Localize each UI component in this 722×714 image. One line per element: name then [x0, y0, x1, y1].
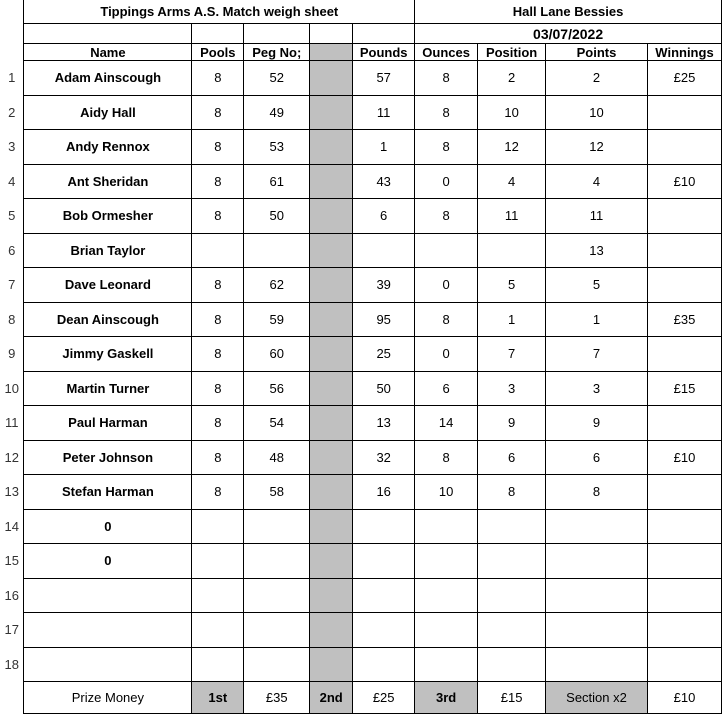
cell-name[interactable]	[24, 578, 192, 613]
table-row	[0, 199, 722, 234]
cell-winnings[interactable]: £10	[647, 164, 721, 199]
cell-pounds[interactable]: 43	[353, 164, 415, 199]
cell-pools[interactable]	[192, 613, 244, 648]
cell-ounces[interactable]	[415, 647, 478, 682]
cell-points[interactable]: 10	[546, 95, 648, 130]
col-header-pounds[interactable]: Pounds	[353, 44, 415, 61]
cell-peg[interactable]	[244, 544, 310, 579]
cell-pounds[interactable]	[353, 544, 415, 579]
cell-points[interactable]: 2	[546, 61, 648, 96]
cell-position[interactable]: 8	[478, 475, 546, 510]
row-number[interactable]: 1	[8, 70, 16, 86]
gray-separator-cell[interactable]	[310, 199, 353, 234]
cell-points[interactable]: 1	[546, 302, 648, 337]
row-number[interactable]: 11	[4, 415, 19, 431]
cell-pools[interactable]: 8	[192, 268, 244, 303]
row-number[interactable]: 6	[8, 242, 16, 258]
cell-pools[interactable]: 8	[192, 371, 244, 406]
cell-winnings[interactable]	[647, 475, 721, 510]
cell-name[interactable]: Stefan Harman	[24, 475, 192, 510]
col-header-points[interactable]: Points	[546, 44, 648, 61]
col-header-peg[interactable]: Peg No;	[244, 44, 310, 61]
cell-winnings[interactable]: £15	[647, 371, 721, 406]
cell-pools[interactable]: 8	[192, 164, 244, 199]
gray-separator-cell[interactable]	[310, 268, 353, 303]
cell-winnings[interactable]	[647, 130, 721, 165]
cell-pools[interactable]	[192, 233, 244, 268]
cell-pools[interactable]: 8	[192, 130, 244, 165]
cell-name[interactable]: Adam Ainscough	[24, 61, 192, 96]
cell-ounces[interactable]: 14	[415, 406, 478, 441]
prize-third-amount[interactable]: £15	[478, 682, 546, 714]
cell-points[interactable]: 4	[546, 164, 648, 199]
gray-separator-cell[interactable]	[310, 647, 353, 682]
row-number[interactable]: 16	[4, 587, 19, 603]
col-header-name[interactable]: Name	[24, 44, 192, 61]
cell-name[interactable]: Martin Turner	[24, 371, 192, 406]
table-row	[0, 475, 722, 510]
table-row	[0, 61, 722, 96]
row-number[interactable]: 5	[8, 208, 16, 224]
cell-pounds[interactable]: 6	[353, 199, 415, 234]
cell-name[interactable]: Brian Taylor	[24, 233, 192, 268]
cell-pools[interactable]: 8	[192, 440, 244, 475]
cell-name[interactable]: Dave Leonard	[24, 268, 192, 303]
cell-name[interactable]: Peter Johnson	[24, 440, 192, 475]
cell-winnings[interactable]: £25	[647, 61, 721, 96]
cell-ounces[interactable]: 0	[415, 337, 478, 372]
prize-money-row	[0, 682, 722, 714]
col-header-winnings[interactable]: Winnings	[647, 44, 721, 61]
cell-winnings[interactable]: £35	[647, 302, 721, 337]
cell-ounces[interactable]: 8	[415, 302, 478, 337]
cell-peg[interactable]: 48	[244, 440, 310, 475]
cell-peg[interactable]	[244, 578, 310, 613]
cell-pools[interactable]: 8	[192, 302, 244, 337]
date-row	[0, 24, 722, 44]
cell-pounds[interactable]: 57	[353, 61, 415, 96]
cell-peg[interactable]: 54	[244, 406, 310, 441]
cell-winnings[interactable]	[647, 233, 721, 268]
cell-ounces[interactable]: 10	[415, 475, 478, 510]
cell-pools[interactable]: 8	[192, 95, 244, 130]
gray-separator-cell[interactable]	[310, 613, 353, 648]
prize-first-amount[interactable]: £35	[244, 682, 310, 714]
cell-position[interactable]	[478, 233, 546, 268]
cell-winnings[interactable]: £10	[647, 440, 721, 475]
cell-peg[interactable]: 56	[244, 371, 310, 406]
cell-pounds[interactable]	[353, 509, 415, 544]
cell-ounces[interactable]: 8	[415, 61, 478, 96]
cell-points[interactable]: 12	[546, 130, 648, 165]
cell-points[interactable]: 11	[546, 199, 648, 234]
cell-position[interactable]	[478, 613, 546, 648]
cell-pounds[interactable]: 13	[353, 406, 415, 441]
cell-pounds[interactable]	[353, 578, 415, 613]
prize-second-amount[interactable]: £25	[353, 682, 415, 714]
cell-peg[interactable]	[244, 509, 310, 544]
cell-winnings[interactable]	[647, 199, 721, 234]
cell-position[interactable]	[478, 509, 546, 544]
table-row	[0, 268, 722, 303]
angler-rows	[0, 61, 722, 682]
cell-winnings[interactable]	[647, 337, 721, 372]
cell-ounces[interactable]: 6	[415, 371, 478, 406]
row-number[interactable]: 17	[4, 622, 19, 638]
cell-winnings[interactable]	[647, 647, 721, 682]
row-number[interactable]: 12	[4, 449, 19, 465]
cell-points[interactable]: 7	[546, 337, 648, 372]
gray-separator-cell[interactable]	[310, 440, 353, 475]
cell-peg[interactable]: 62	[244, 268, 310, 303]
cell-name[interactable]: Aidy Hall	[24, 95, 192, 130]
cell-points[interactable]: 6	[546, 440, 648, 475]
cell-ounces[interactable]	[415, 578, 478, 613]
row-number[interactable]: 10	[4, 380, 19, 396]
match-venue[interactable]: Hall Lane Bessies	[415, 0, 722, 24]
gray-separator-cell[interactable]	[310, 406, 353, 441]
cell-winnings[interactable]	[647, 613, 721, 648]
table-row	[0, 130, 722, 165]
table-row	[0, 233, 722, 268]
gray-separator-cell[interactable]	[310, 164, 353, 199]
row-number[interactable]: 7	[8, 277, 16, 293]
cell-position[interactable]: 5	[478, 268, 546, 303]
cell-points[interactable]	[546, 578, 648, 613]
cell-pounds[interactable]: 1	[353, 130, 415, 165]
cell-pounds[interactable]: 16	[353, 475, 415, 510]
prize-section-label[interactable]: Section x2	[546, 682, 648, 714]
gray-separator-cell[interactable]	[310, 95, 353, 130]
col-header-position[interactable]: Position	[478, 44, 546, 61]
table-row	[0, 613, 722, 648]
cell-winnings[interactable]	[647, 95, 721, 130]
cell-name[interactable]: Jimmy Gaskell	[24, 337, 192, 372]
cell-points[interactable]: 5	[546, 268, 648, 303]
table-row	[0, 371, 722, 406]
cell-pounds[interactable]: 11	[353, 95, 415, 130]
cell-position[interactable]	[478, 544, 546, 579]
cell-winnings[interactable]	[647, 406, 721, 441]
cell-pounds[interactable]	[353, 613, 415, 648]
cell-name[interactable]: 0	[24, 544, 192, 579]
cell-points[interactable]	[546, 613, 648, 648]
table-row	[0, 95, 722, 130]
gray-separator-cell[interactable]	[310, 371, 353, 406]
table-row	[0, 544, 722, 579]
cell-pounds[interactable]: 32	[353, 440, 415, 475]
cell-position[interactable]	[478, 647, 546, 682]
cell-name[interactable]: 0	[24, 509, 192, 544]
cell-position[interactable]: 9	[478, 406, 546, 441]
table-row	[0, 164, 722, 199]
cell-pounds[interactable]: 39	[353, 268, 415, 303]
cell-peg[interactable]: 52	[244, 61, 310, 96]
prize-section-amount[interactable]: £10	[647, 682, 721, 714]
cell-position[interactable]: 1	[478, 302, 546, 337]
cell-position[interactable]: 4	[478, 164, 546, 199]
row-number[interactable]: 18	[4, 656, 19, 672]
cell-position[interactable]: 10	[478, 95, 546, 130]
cell-points[interactable]	[546, 544, 648, 579]
gray-separator-cell[interactable]	[310, 130, 353, 165]
cell-ounces[interactable]: 0	[415, 164, 478, 199]
gray-separator-cell[interactable]	[310, 337, 353, 372]
cell-peg[interactable]: 58	[244, 475, 310, 510]
prize-third-label[interactable]: 3rd	[415, 682, 478, 714]
gray-separator-cell[interactable]	[310, 544, 353, 579]
cell-peg[interactable]: 59	[244, 302, 310, 337]
row-number[interactable]: 8	[8, 311, 16, 327]
cell-name[interactable]: Ant Sheridan	[24, 164, 192, 199]
cell-peg[interactable]	[244, 613, 310, 648]
cell-position[interactable]: 6	[478, 440, 546, 475]
cell-points[interactable]: 13	[546, 233, 648, 268]
row-number[interactable]: 14	[4, 518, 19, 534]
col-header-pools[interactable]: Pools	[192, 44, 244, 61]
cell-pools[interactable]: 8	[192, 406, 244, 441]
cell-pounds[interactable]: 95	[353, 302, 415, 337]
table-row	[0, 406, 722, 441]
cell-ounces[interactable]: 8	[415, 199, 478, 234]
cell-winnings[interactable]	[647, 268, 721, 303]
gray-separator-cell[interactable]	[310, 302, 353, 337]
cell-pools[interactable]	[192, 509, 244, 544]
cell-name[interactable]	[24, 647, 192, 682]
prize-second-label[interactable]: 2nd	[310, 682, 353, 714]
cell-ounces[interactable]	[415, 544, 478, 579]
title-row	[0, 0, 722, 24]
cell-points[interactable]: 8	[546, 475, 648, 510]
gray-separator-cell[interactable]	[310, 475, 353, 510]
cell-pounds[interactable]	[353, 647, 415, 682]
sheet-title[interactable]: Tippings Arms A.S. Match weigh sheet	[24, 0, 415, 24]
cell-name[interactable]: Dean Ainscough	[24, 302, 192, 337]
cell-ounces[interactable]	[415, 509, 478, 544]
cell-name[interactable]: Andy Rennox	[24, 130, 192, 165]
table-row	[0, 509, 722, 544]
cell-points[interactable]	[546, 509, 648, 544]
cell-pools[interactable]: 8	[192, 199, 244, 234]
cell-peg[interactable]: 49	[244, 95, 310, 130]
cell-pools[interactable]	[192, 544, 244, 579]
cell-pounds[interactable]: 50	[353, 371, 415, 406]
cell-winnings[interactable]	[647, 544, 721, 579]
gray-separator-cell[interactable]	[310, 44, 353, 61]
prize-first-label[interactable]: 1st	[192, 682, 244, 714]
cell-points[interactable]: 9	[546, 406, 648, 441]
row-number[interactable]: 13	[4, 484, 19, 500]
cell-pools[interactable]	[192, 647, 244, 682]
row-number[interactable]: 4	[8, 173, 16, 189]
cell-position[interactable]: 12	[478, 130, 546, 165]
cell-peg[interactable]	[244, 647, 310, 682]
cell-ounces[interactable]	[415, 613, 478, 648]
cell-winnings[interactable]	[647, 578, 721, 613]
match-date[interactable]: 03/07/2022	[415, 24, 722, 44]
table-row	[0, 302, 722, 337]
row-number[interactable]: 9	[8, 346, 16, 362]
cell-pools[interactable]: 8	[192, 475, 244, 510]
cell-name[interactable]: Paul Harman	[24, 406, 192, 441]
cell-position[interactable]: 3	[478, 371, 546, 406]
cell-pounds[interactable]: 25	[353, 337, 415, 372]
cell-ounces[interactable]: 0	[415, 268, 478, 303]
cell-position[interactable]: 7	[478, 337, 546, 372]
cell-ounces[interactable]	[415, 233, 478, 268]
cell-winnings[interactable]	[647, 509, 721, 544]
cell-position[interactable]: 11	[478, 199, 546, 234]
cell-ounces[interactable]: 8	[415, 130, 478, 165]
cell-peg[interactable]: 50	[244, 199, 310, 234]
prize-money-label[interactable]: Prize Money	[24, 682, 192, 714]
cell-pools[interactable]	[192, 578, 244, 613]
cell-points[interactable]: 3	[546, 371, 648, 406]
gray-separator-cell[interactable]	[310, 61, 353, 96]
cell-pounds[interactable]	[353, 233, 415, 268]
gray-separator-cell[interactable]	[310, 578, 353, 613]
cell-peg[interactable]: 53	[244, 130, 310, 165]
cell-ounces[interactable]: 8	[415, 95, 478, 130]
cell-pools[interactable]: 8	[192, 61, 244, 96]
gray-separator-cell[interactable]	[310, 509, 353, 544]
col-header-ounces[interactable]: Ounces	[415, 44, 478, 61]
row-number[interactable]: 15	[4, 553, 19, 569]
row-number[interactable]: 3	[8, 139, 16, 155]
cell-name[interactable]: Bob Ormesher	[24, 199, 192, 234]
cell-peg[interactable]	[244, 233, 310, 268]
cell-position[interactable]: 2	[478, 61, 546, 96]
cell-peg[interactable]: 61	[244, 164, 310, 199]
cell-peg[interactable]: 60	[244, 337, 310, 372]
cell-ounces[interactable]: 8	[415, 440, 478, 475]
table-row	[0, 440, 722, 475]
table-row	[0, 337, 722, 372]
cell-points[interactable]	[546, 647, 648, 682]
table-row	[0, 578, 722, 613]
table-row	[0, 647, 722, 682]
row-number[interactable]: 2	[8, 104, 16, 120]
cell-pools[interactable]: 8	[192, 337, 244, 372]
cell-name[interactable]	[24, 613, 192, 648]
gray-separator-cell[interactable]	[310, 233, 353, 268]
header-row	[0, 44, 722, 61]
cell-position[interactable]	[478, 578, 546, 613]
